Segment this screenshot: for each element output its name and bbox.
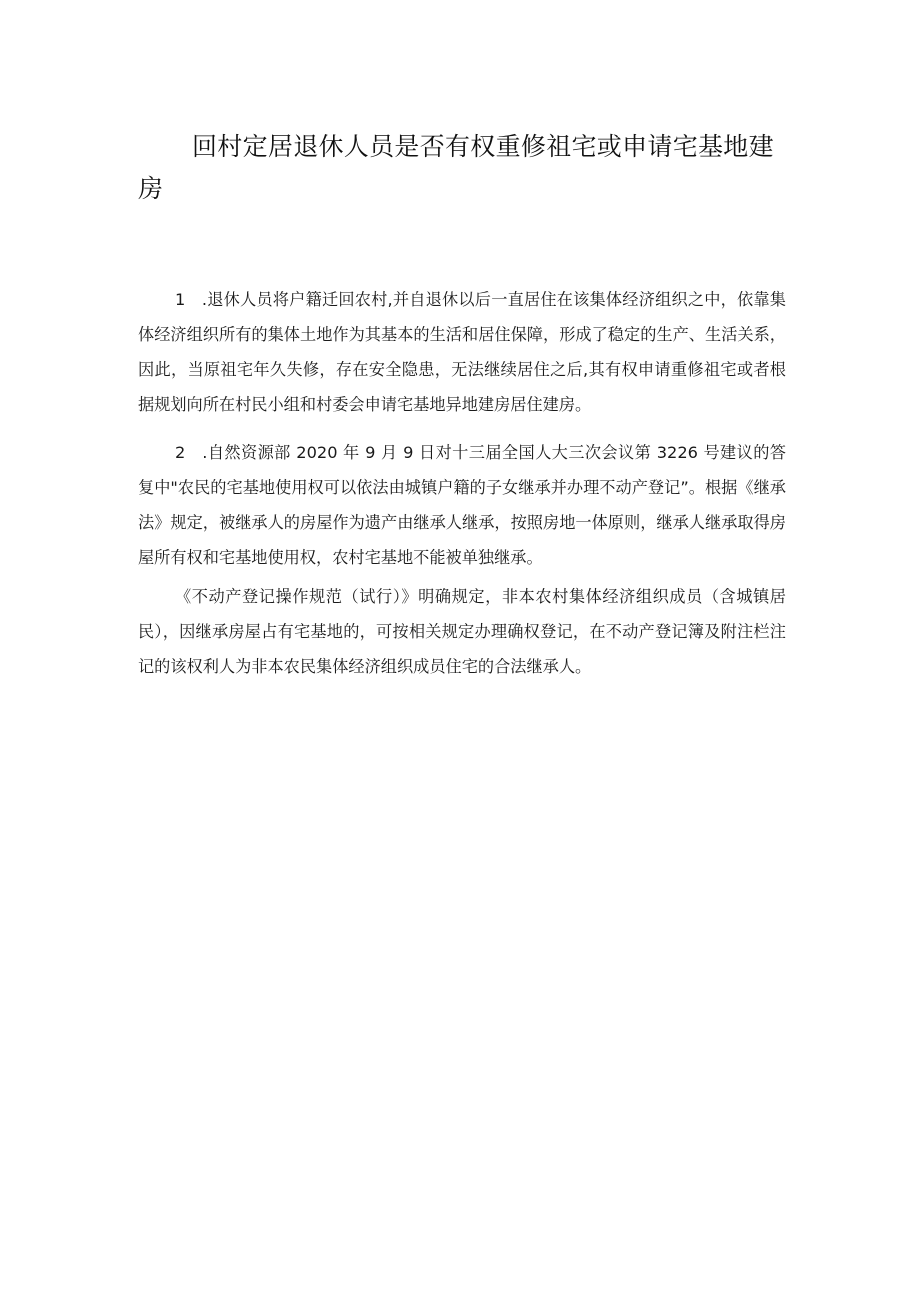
paragraph-2: 2 .自然资源部 2020 年 9 月 9 日对十三届全国人大三次会议第 3226 号建议的答复中"农民的宅基地使用权可以依法由城镇户籍的子女继承并办理不动产登记”。根据《继承法》规定，被继承人的房屋作为遗产由继承人继承，按照房地一体原则，继承人继承取得房屋所有权和宅基地使用权，农村宅基地不能被单独继承。 bbox=[138, 443, 786, 567]
paragraph-3: 《不动产登记操作规范（试行）》明确规定，非本农村集体经济组织成员（含城镇居民），因继承房屋占有宅基地的，可按相关规定办理确权登记，在不动产登记簿及附注栏注记的该权利人为非本农民集体经济组织成员住宅的合法继承人。 bbox=[138, 587, 786, 676]
document-title: 回村定居退休人员是否有权重修祖宅或申请宅基地建房 bbox=[138, 132, 774, 203]
document-body bbox=[138, 282, 786, 684]
paragraph-1: 1 .退休人员将户籍迁回农村,并自退休以后一直居住在该集体经济组织之中，依靠集体经济组织所有的集体土地作为其基本的生活和居住保障，形成了稳定的生产、生活关系，因此，当原祖宅年久失修，存在安全隐患，无法继续居住之后,其有权申请重修祖宅或者根据规划向所在村民小组和村委会申请宅基地异地建房居住建房。 bbox=[138, 290, 786, 414]
